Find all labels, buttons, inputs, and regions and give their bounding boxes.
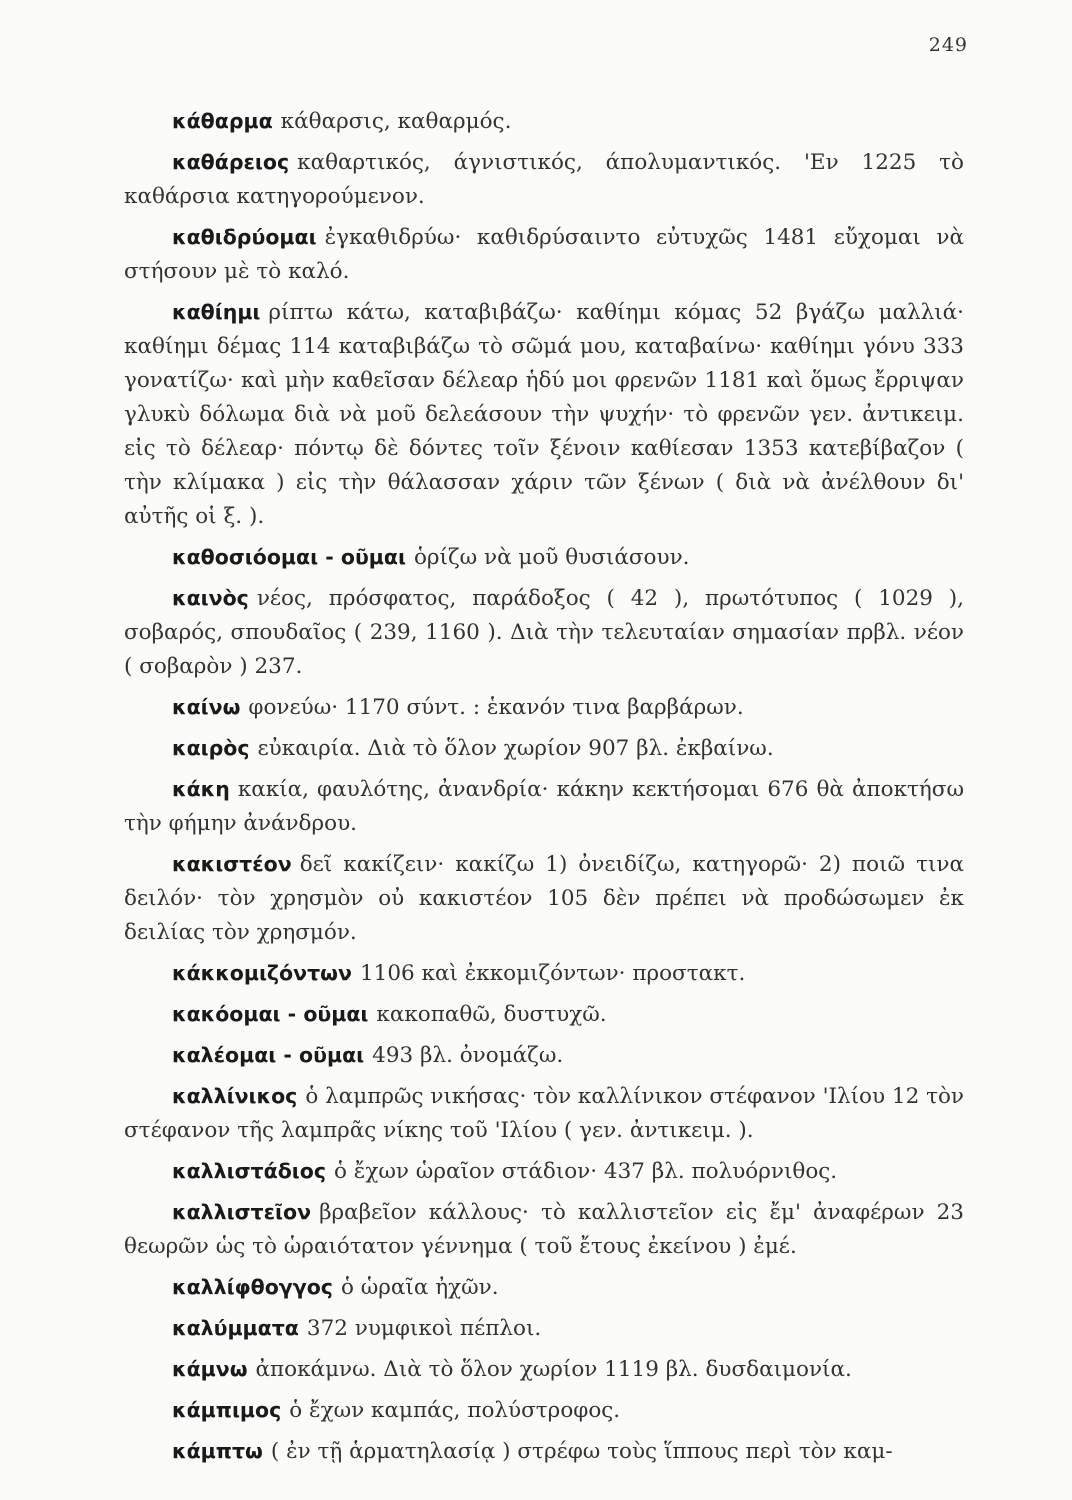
headword: κάθαρμα — [172, 109, 273, 133]
definition: καθαρτικός, άγνιστικός, άπολυμαντικός. 'Εν 1225 τὸ καθάρσια κατηγορούμενον. — [124, 150, 964, 209]
headword: καίνω — [172, 695, 241, 719]
headword: καλλίνικος — [172, 1084, 298, 1108]
headword: καθοσιόομαι - οῦμαι — [172, 545, 406, 569]
headword: κάμπτω — [172, 1439, 263, 1463]
dictionary-entry — [124, 847, 964, 950]
headword: κακιστέον — [172, 852, 292, 876]
definition: ὁρίζω νὰ μοῦ θυσιάσουν. — [413, 545, 690, 570]
dictionary-entry — [124, 997, 964, 1032]
dictionary-entry — [124, 220, 964, 289]
dictionary-entry — [124, 1393, 964, 1428]
dictionary-entry — [124, 690, 964, 725]
headword: καλλιστάδιος — [172, 1159, 327, 1183]
definition: εὐκαιρία. Διὰ τὸ ὅλον χωρίον 907 βλ. ἐκβαίνω. — [257, 736, 774, 761]
dictionary-entry — [124, 145, 964, 214]
definition: κάθαρσις, καθαρμός. — [280, 109, 512, 134]
definition: ὁ λαμπρῶς νικήσας· τὸν καλλίνικον στέφανον 'Ιλίου 12 τὸν στέφανον τῆς λαμπρᾶς νίκης τοῦ 'Ιλίου ( γεν. ἀντικειμ. ). — [124, 1084, 964, 1143]
dictionary-entry — [124, 1154, 964, 1189]
page-number: 249 — [928, 34, 968, 56]
headword: κακόομαι - οῦμαι — [172, 1002, 369, 1026]
dictionary-entry — [124, 1434, 964, 1469]
definition: ἐγκαθιδρύω· καθιδρύσαιντο εὐτυχῶς 1481 εὔχομαι νὰ στήσουν μὲ τὸ καλό. — [124, 225, 964, 284]
definition: βραβεῖον κάλλους· τὸ καλλιστεῖον εἰς ἔμ' ἀναφέρων 23 θεωρῶν ὡς τὸ ὡραιότατον γέννημα ( τοῦ ἔτους ἐκείνου ) ἐμέ. — [124, 1200, 964, 1259]
definition: κακοπαθῶ, δυστυχῶ. — [376, 1002, 607, 1027]
headword: καλλιστεῖον — [172, 1200, 312, 1224]
definition: ὁ ὡραῖα ἠχῶν. — [340, 1275, 499, 1300]
headword: καθίημι — [172, 300, 261, 324]
dictionary-entry — [124, 772, 964, 841]
headword: καινὸς — [172, 586, 249, 610]
dictionary-entry — [124, 1038, 964, 1073]
definition: ( ἐν τῇ ἁρματηλασίᾳ ) στρέφω τοὺς ἵππους περὶ τὸν καμ- — [270, 1439, 893, 1464]
definition: ὁ ἔχων ὡραῖον στάδιον· 437 βλ. πολυόρνιθος. — [334, 1159, 838, 1184]
definition: ἀποκάμνω. Διὰ τὸ ὅλον χωρίον 1119 βλ. δυσδαιμονία. — [255, 1357, 852, 1382]
definition: νέος, πρόσφατος, παράδοξος ( 42 ), πρωτότυπος ( 1029 ), σοβαρός, σπουδαῖος ( 239, 1160 ). Διὰ τὴν τελευταίαν σημασίαν πρβλ. νέον ( σοβαρὸν ) 237. — [124, 586, 964, 679]
headword: καλλίφθογγος — [172, 1275, 333, 1299]
definition: 372 νυμφικοὶ πέπλοι. — [306, 1316, 542, 1341]
headword: καλύμματα — [172, 1316, 299, 1340]
definition: κακία, φαυλότης, ἀνανδρία· κάκην κεκτήσομαι 676 θὰ ἀποκτήσω τὴν φήμην ἀνάνδρου. — [124, 777, 964, 836]
definition: ρίπτω κάτω, καταβιβάζω· καθίημι κόμας 52 βγάζω μαλλιά· καθίημι δέμας 114 καταβιβάζω τὸ σῶμά μου, καταβαίνω· καθίημι γόνυ 333 γονατίζω· καὶ μὴν καθεῖσαν δέλεαρ ἡδύ μοι φρενῶν 1181 καὶ ὅμως ἔρριψαν γλυκὺ δόλωμα διὰ νὰ μοῦ δελεάσουν τὴν ψυχήν· τὸ φρενῶν γεν. ἀντικειμ. εἰς τὸ δέλεαρ· πόντῳ δὲ δόντες τοῖν ξένοιν καθίεσαν 1353 κατεβίβαζον ( τὴν κλίμακα ) εἰς τὴν θάλασσαν χάριν τῶν ξένων ( διὰ νὰ ἀνέλθουν δι' αὐτῆς οἱ ξ. ). — [124, 300, 964, 529]
definition: 1106 καὶ ἐκκομιζόντων· προστακτ. — [359, 961, 746, 986]
dictionary-entry — [124, 540, 964, 575]
headword: καθιδρύομαι — [172, 225, 317, 249]
dictionary-entries — [124, 104, 964, 1475]
headword: καιρὸς — [172, 736, 250, 760]
headword: κάκη — [172, 777, 230, 801]
headword: κάμνω — [172, 1357, 248, 1381]
definition: ὁ ἔχων καμπάς, πολύστροφος. — [289, 1398, 621, 1423]
dictionary-entry — [124, 731, 964, 766]
dictionary-entry — [124, 581, 964, 684]
dictionary-entry — [124, 104, 964, 139]
definition: φονεύω· 1170 σύντ. : ἑκανόν τινα βαρβάρων. — [248, 695, 744, 720]
dictionary-entry — [124, 1270, 964, 1305]
dictionary-entry — [124, 1352, 964, 1387]
dictionary-entry — [124, 1195, 964, 1264]
dictionary-entry — [124, 295, 964, 534]
headword: καλέομαι - οῦμαι — [172, 1043, 365, 1067]
dictionary-entry — [124, 956, 964, 991]
dictionary-entry — [124, 1079, 964, 1148]
definition: δεῖ κακίζειν· κακίζω 1) ὀνειδίζω, κατηγορῶ· 2) ποιῶ τινα δειλόν· τὸν χρησμὸν οὐ κακιστέον 105 δὲν πρέπει νὰ προδώσωμεν ἐκ δειλίας τὸν χρησμόν. — [124, 852, 964, 945]
headword: καθάρειος — [172, 150, 290, 174]
headword: κάκκομιζόντων — [172, 961, 352, 985]
headword: κάμπιμος — [172, 1398, 282, 1422]
definition: 493 βλ. ὀνομάζω. — [372, 1043, 564, 1068]
dictionary-entry — [124, 1311, 964, 1346]
